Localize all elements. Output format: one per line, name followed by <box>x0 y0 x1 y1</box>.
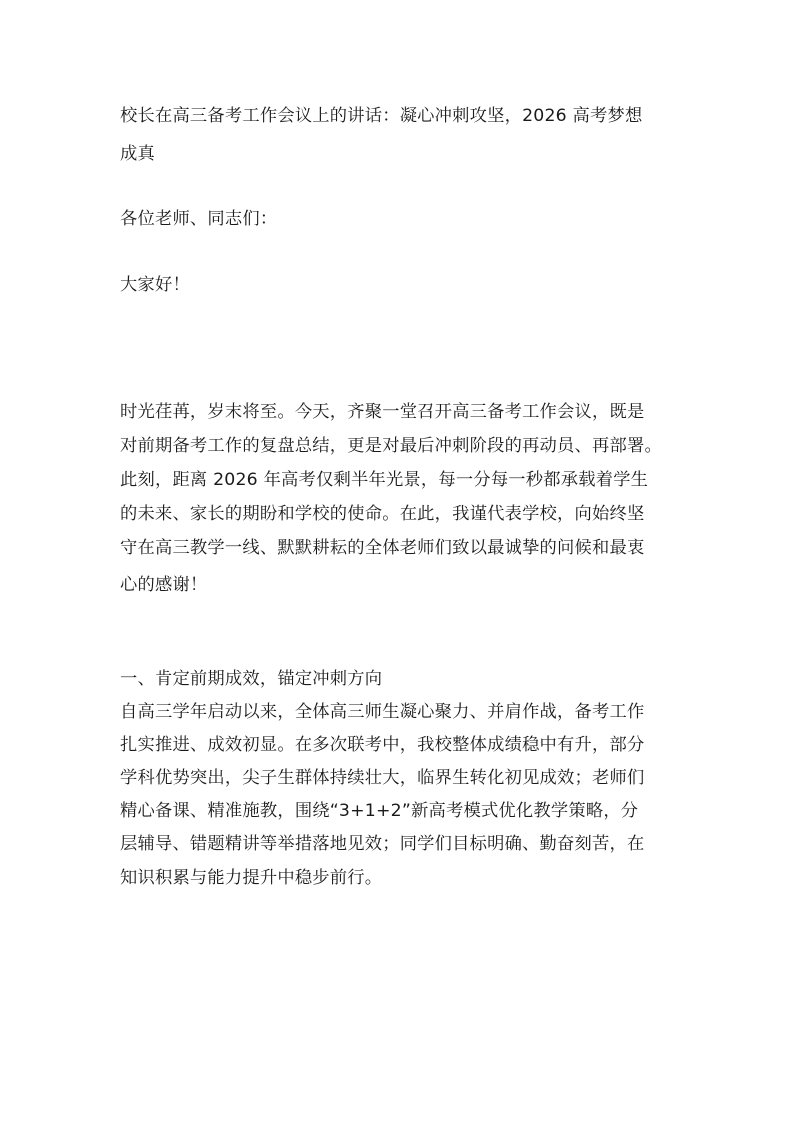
section-1-paragraph-line: 扎实推进、成效初显。在多次联考中，我校整体成绩稳中有升，部分 <box>120 735 645 755</box>
intro-paragraph-line: 守在高三教学一线、默默耕耘的全体老师们致以最诚挚的问候和最衷 <box>120 538 645 558</box>
document-title-line-2: 成真 <box>120 144 155 164</box>
section-1-paragraph-line: 层辅导、错题精讲等举措落地见效；同学们目标明确、勤奋刻苦，在 <box>120 834 645 854</box>
salutation: 各位老师、同志们： <box>120 209 278 229</box>
intro-paragraph-line: 此刻，距离 2026 年高考仅剩半年光景，每一分每一秒都承载着学生 <box>120 470 649 490</box>
section-1-paragraph-line: 知识积累与能力提升中稳步前行。 <box>120 868 383 888</box>
section-1-heading: 一、肯定前期成效，锚定冲刺方向 <box>120 669 383 689</box>
intro-paragraph-line: 时光荏苒，岁末将至。今天，齐聚一堂召开高三备考工作会议，既是 <box>120 402 645 422</box>
section-1-paragraph-line: 精心备课、精准施教，围绕“3+1+2”新高考模式优化教学策略，分 <box>120 801 639 821</box>
intro-paragraph-line: 的未来、家长的期盼和学校的使命。在此，我谨代表学校，向始终坚 <box>120 504 645 524</box>
intro-paragraph-line: 心的感谢！ <box>120 575 208 595</box>
section-1-paragraph-line: 学科优势突出，尖子生群体持续壮大，临界生转化初见成效；老师们 <box>120 768 645 788</box>
intro-paragraph-line: 对前期备考工作的复盘总结，更是对最后冲刺阶段的再动员、再部署。 <box>120 436 662 456</box>
section-1-paragraph-line: 自高三学年启动以来，全体高三师生凝心聚力、并肩作战，备考工作 <box>120 702 645 722</box>
greeting: 大家好！ <box>120 275 190 295</box>
document-title-line-1: 校长在高三备考工作会议上的讲话：凝心冲刺攻坚，2026 高考梦想 <box>120 106 643 126</box>
